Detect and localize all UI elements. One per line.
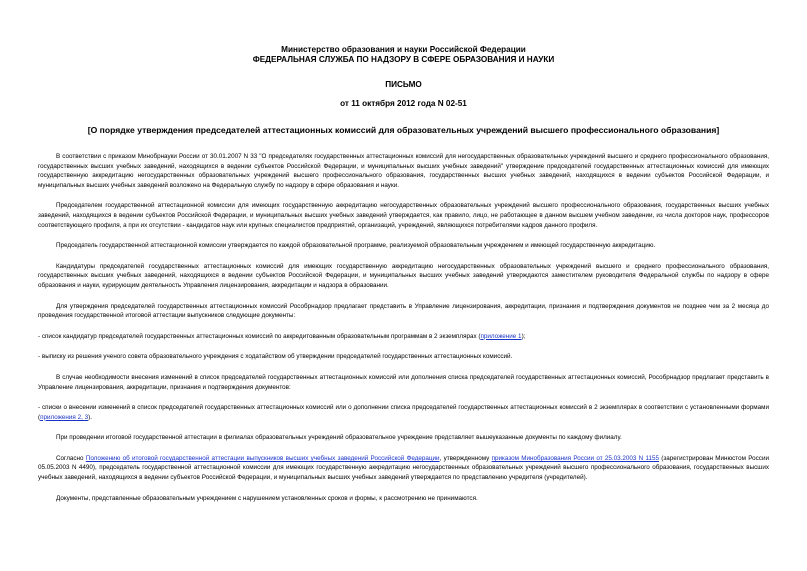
paragraph-2: Председателем государственной аттестационной комиссии для имеющих государственную аккредитацию негосударственных образовательных учреждений высшего профессионального образования, государственных высших учебных заведений, находящихся в ведении субъектов Российской Федерации, и муниципальных высших учебных заведений утверждается, как правило, лицо, не работающее в данном высшем учебном заведении, из числа докторов наук, профессоров соответствующего профиля, а при их отсутствии - кандидатов наук или крупных специалистов предприятий, организаций, учреждений, являющихся потребителями кадров данного профиля. bbox=[38, 202, 769, 229]
list-item-1-tail: ); bbox=[521, 332, 526, 340]
paragraph-8 bbox=[38, 454, 769, 483]
paragraph-7: При проведении итоговой государственной аттестации в филиалах образовательных учреждений образовательное учреждение представляет вышеуказанные документы по каждому филиалу. bbox=[56, 434, 622, 442]
appendix-2-3-link[interactable]: приложения 2, 3 bbox=[40, 413, 89, 421]
list-item-3-text: - списки о внесении изменений в список председателей государственных аттестационных комиссий или о дополнении списка председателей государственных аттестационных комиссий в 2 экземплярах в соответствии с установленными формами ( bbox=[38, 404, 769, 421]
paragraph-3: Председатель государственной аттестационной комиссии утверждается по каждой образовательной программе, реализуемой образовательным учреждением и имеющей государственную аккредитацию. bbox=[56, 242, 656, 250]
document-subject: [О порядке утверждения председателей аттестационных комиссий для образовательных учреждений высшего профессионального образования] bbox=[87, 125, 720, 135]
paragraph-1: В соответствии с приказом Минобрнауки России от 30.01.2007 N 33 "О председателях государственных аттестационных комиссий для негосударственных образовательных учреждений высшего и среднего профессионального образования, государственных высших учебных заведений, находящихся в ведении субъектов Российской Федерации, и муниципальных высших учебных заведений" утверждение председателей государственных аттестационных комиссий для имеющих государственную аккредитацию негосударственных образовательных учреждений высшего профессионального образования, государственных высших учебных заведений, находящихся в ведении субъектов Российской Федерации, и муниципальных высших учебных заведений возложено на Федеральную службу по надзору в сфере образования и науки. bbox=[38, 153, 769, 189]
document-body bbox=[0, 152, 807, 503]
paragraph-5: Для утверждения председателей государственных аттестационных комиссий Рособрнадзор предлагает представить в Управление лицензирования, аккредитации, признания и подтверждения документов не позднее чем за 2 месяца до проведения государственной итоговой аттестации выпускников следующие документы: bbox=[38, 302, 769, 320]
list-item-3 bbox=[38, 403, 769, 422]
list-item-3-tail: ). bbox=[88, 413, 92, 421]
list-item-1-text: - список кандидатур председателей государственных аттестационных комиссий по аккредитованным образовательным программам в 2 экземплярах ( bbox=[38, 332, 481, 340]
paragraph-8-mid: , утвержденному bbox=[439, 454, 492, 462]
appendix-1-link[interactable]: приложение 1 bbox=[480, 332, 522, 340]
document-type: ПИСЬМО bbox=[385, 80, 422, 89]
order-link[interactable]: приказом Минобразования России от 25.03.2003 N 1155 bbox=[491, 454, 660, 462]
paragraph-8-rest: (зарегистрирован Минюстом России 05.05.2003 N 4490), председатель государственной аттестационной комиссии для имеющих государственную аккредитацию негосударственных образовательных учреждений высшего профессионального образования, государственных высших учебных заведений, находящихся в ведении субъектов Российской Федерации, и муниципальных высших учебных заведений утверждается по представлению учредителя (учредителей). bbox=[38, 454, 769, 482]
list-item-2: - выписку из решения ученого совета образовательного учреждения с ходатайством об утверждении председателей государственных аттестационных комиссий. bbox=[38, 353, 513, 361]
paragraph-8-lead: Согласно bbox=[56, 454, 86, 462]
paragraph-9: Документы, представленные образовательным учреждением с нарушением установленных сроков и формы, к рассмотрению не принимаются. bbox=[56, 494, 478, 502]
ministry-name: Министерство образования и науки Российской Федерации bbox=[281, 45, 526, 54]
list-item-1 bbox=[38, 332, 769, 342]
paragraph-6: В случае необходимости внесения изменений в список председателей государственных аттестационных комиссий или дополнения списка председателей государственных аттестационных комиссий, Рособрнадзор предлагает представить в Управление лицензирования, аккредитации, признания и подтверждения документов: bbox=[38, 373, 769, 391]
regulation-link[interactable]: Положению об итоговой государственной аттестации выпускников высших учебных заведений Российской Федерации bbox=[85, 454, 440, 462]
agency-name: ФЕДЕРАЛЬНАЯ СЛУЖБА ПО НАДЗОРУ В СФЕРЕ ОБРАЗОВАНИЯ И НАУКИ bbox=[252, 55, 555, 64]
document-date: от 11 октября 2012 года N 02-51 bbox=[340, 99, 467, 108]
paragraph-4: Кандидатуры председателей государственных аттестационных комиссий для имеющих государственную аккредитацию негосударственных образовательных учреждений высшего и среднего профессионального образования, государственных высших учебных заведений, находящихся в ведении субъектов Российской Федерации, и муниципальных высших учебных заведений утверждаются заместителем руководителя Федеральной службы по надзору в сфере образования и науки, курирующим деятельность Управления лицензирования, аккредитации и надзора в образовании. bbox=[38, 262, 769, 289]
